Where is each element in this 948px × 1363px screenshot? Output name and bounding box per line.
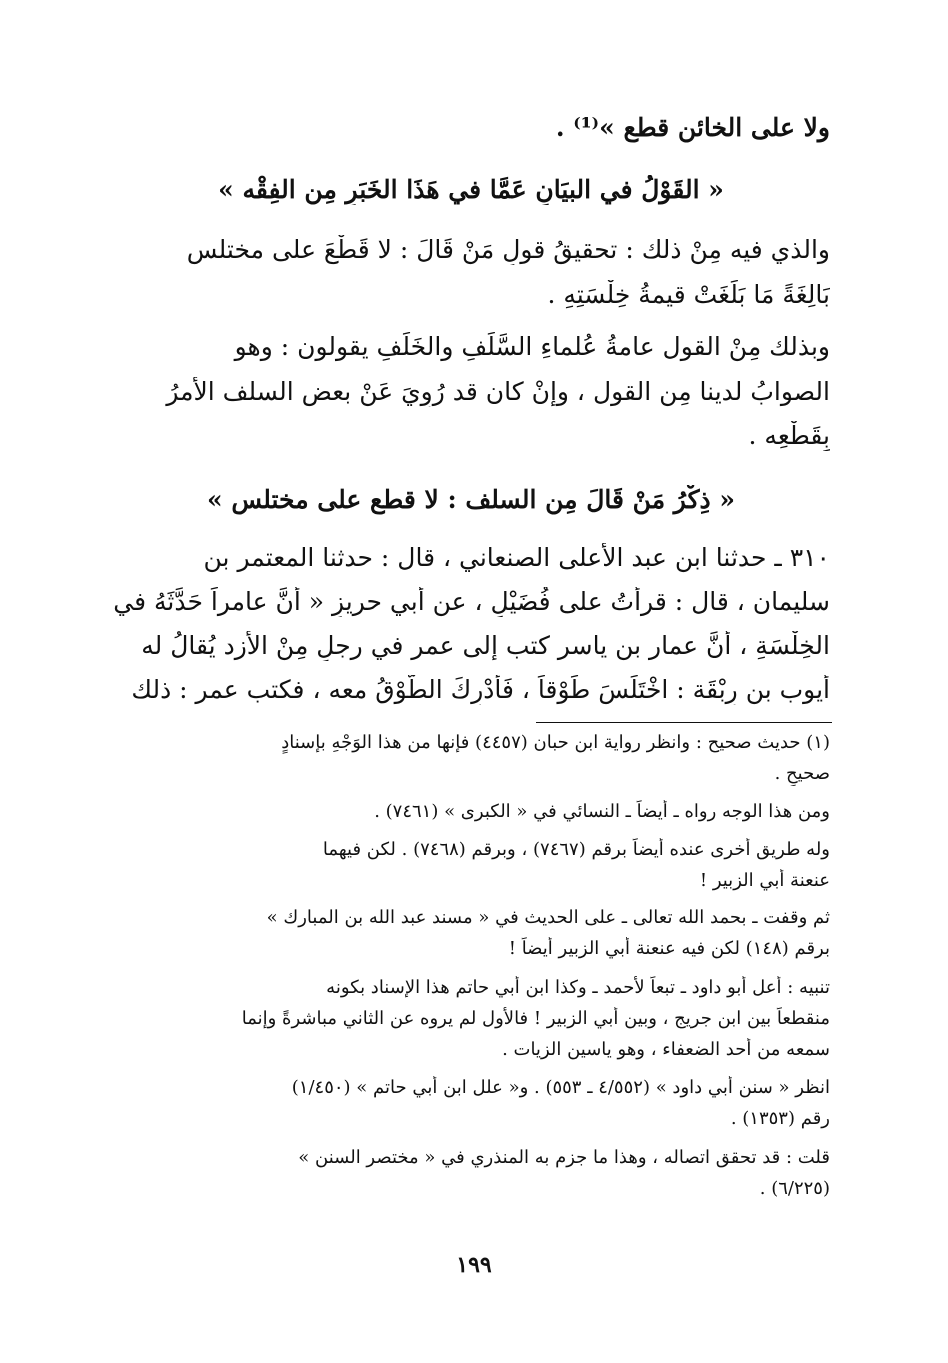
- text-line: وبذلك مِنْ القول عامةُ عُلماءِ السَّلَفِ والخَلَفِ يقولون : وهو: [234, 332, 830, 361]
- footnote-line: ومن هذا الوجه رواه ـ أيضاً ـ النسائي في « الكبرى » (٧٤٦١) .: [374, 801, 830, 822]
- footnote-line: (١) حديث صحيح : وانظر رواية ابن حبان (٤٤٥٧) فإنها من هذا الوَجْهِ بإسنادٍ: [281, 732, 830, 753]
- footnote-line: سمعه من أحد الضعفاء ، وهو ياسين الزيات .: [502, 1039, 830, 1060]
- footnote-line: تنبيه : أعل أبو داود ـ تبعاً لأحمد ـ وكذا ابن أبي حاتم هذا الإسناد بكونه: [326, 977, 830, 998]
- text-line: بِقَطْعِه .: [748, 421, 830, 450]
- text-line: ولا على الخائن قطع »⁽¹⁾ .: [555, 113, 830, 142]
- footnote-line: (٦/٢٢٥) .: [759, 1178, 830, 1199]
- section-heading: « القَوْلُ في البيَانِ عَمَّا في هَذَا الخَبَرِ مِن الفِقْه »: [218, 175, 724, 204]
- footnote-line: صحيحٍ .: [774, 763, 830, 784]
- footnote-line: برقم (١٤٨) لكن فيه عنعنة أبي الزبير أيضاً !: [508, 938, 830, 959]
- text-line: والذي فيه مِنْ ذلك : تحقيقُ قولِ مَنْ قَالَ : لا قَطْعَ على مختلسٍ: [186, 235, 830, 264]
- footnote-line: قلت : قد تحقق اتصاله ، وهذا ما جزم به المنذري في « مختصر السنن »: [298, 1147, 830, 1168]
- text-line: أيوب بن رِبْقَة : اخْتَلَسَ طَوْقاً ، فَأُدْرِكَ الطَّوْقُ معه ، فكتب عمر : ذلك: [131, 675, 830, 704]
- text-line: بَالِغَةً مَا بَلَغَتْ قيمةُ خِلْسَتِهِ .: [547, 280, 830, 309]
- footnote-line: وله طريق أخرى عنده أيضاً برقم (٧٤٦٧) ، وبرقم (٧٤٦٨) . لكن فيهما: [322, 839, 830, 860]
- footnote-line: رقم (١٣٥٣) .: [730, 1108, 830, 1129]
- footnote-line: انظر « سنن أبي داود » (٤/٥٥٢ ـ ٥٥٣) . و« علل ابن أبي حاتم » (١/٤٥٠): [291, 1077, 830, 1098]
- page-number: ١٩٩: [456, 1252, 492, 1278]
- text-line: سليمان ، قال : قرأتُ على فُضَيْلٍ ، عن أبي حريزٍ « أنَّ عامراً حَدَّثَهُ في: [113, 587, 830, 616]
- footnote-divider: [536, 722, 832, 723]
- footnote-line: منقطعاً بين ابن جريج ، وبين أبي الزبير ! فالأول لم يروه عن الثاني مباشرةً وإنما: [241, 1008, 830, 1029]
- text-line: الخِلْسَةِ ، أنَّ عمار بن ياسر كتب إلى عمر في رجلٍ مِنْ الأزد يُقالُ له: [141, 631, 830, 660]
- footnote-line: عنعنة أبي الزبير !: [699, 870, 830, 891]
- text-line: ٣١٠ ـ حدثنا ابن عبد الأعلى الصنعاني ، قال : حدثنا المعتمر بن: [203, 543, 830, 572]
- footnote-line: ثم وقفت ـ بحمد الله تعالى ـ على الحديث في « مسند عبد الله بن المبارك »: [266, 907, 830, 928]
- section-heading: « ذِكْرُ مَنْ قَالَ مِن السلف : لا قطع على مختلس »: [207, 485, 735, 514]
- text-line: الصوابُ لدينا مِن القول ، وإنْ كان قد رُوِيَ عَنْ بعض السلف الأمرُ: [166, 377, 830, 406]
